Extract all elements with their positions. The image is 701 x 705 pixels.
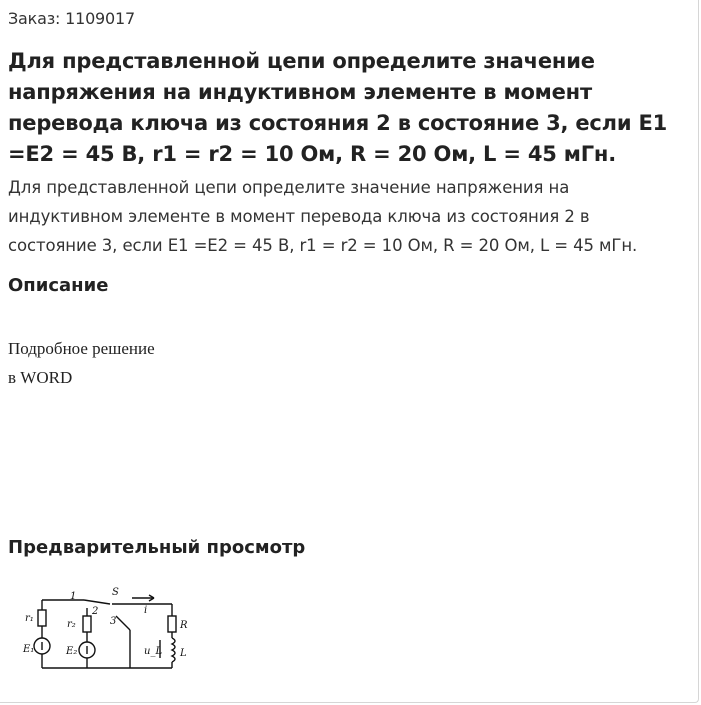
resistor-r [168, 616, 176, 632]
page-title: Для представленной цепи определите значение напряжения на индуктивном элементе в момент перевода ключа из состояния 2 в состояние 3, если E1 =E2 = 45 В, r1 = r2 = 10 Ом, R = 20 Ом, L = 45 мГн. [8, 49, 668, 166]
label-l: L [180, 648, 187, 659]
order-number: Заказ: 1109017 [8, 9, 135, 28]
label-r: R [180, 620, 188, 631]
task-description: Для представленной цепи определите значение напряжения на индуктивном элементе в момент перевода ключа из состояния 2 в состояние 3, если E1 =E2 = 45 В, r1 = r2 = 10 Ом, R = 20 Ом, L = 45 мГн. [8, 178, 638, 255]
label-position-2: 2 [92, 606, 99, 617]
label-current: i [144, 605, 148, 616]
resistor-r1 [38, 610, 46, 626]
circuit-diagram [12, 580, 222, 680]
label-switch: S [112, 587, 119, 598]
label-position-1: 1 [70, 591, 77, 602]
inductor-l [172, 638, 175, 662]
label-r2: r₂ [67, 619, 76, 630]
description-heading: Описание [8, 275, 109, 296]
label-ul: u_L [144, 646, 163, 657]
resistor-r2 [83, 616, 91, 632]
circuit-preview-image[interactable] [12, 580, 222, 680]
label-r1: r₁ [25, 613, 34, 624]
preview-heading: Предварительный просмотр [8, 537, 306, 558]
label-position-3: 3 [110, 616, 117, 627]
switch-blade [84, 600, 110, 604]
label-e2: E₂ [66, 646, 78, 657]
wire [116, 616, 130, 630]
description-line-1: Подробное решение [8, 339, 155, 358]
label-e1: E₁ [23, 644, 35, 655]
description-line-2: в WORD [8, 368, 73, 387]
